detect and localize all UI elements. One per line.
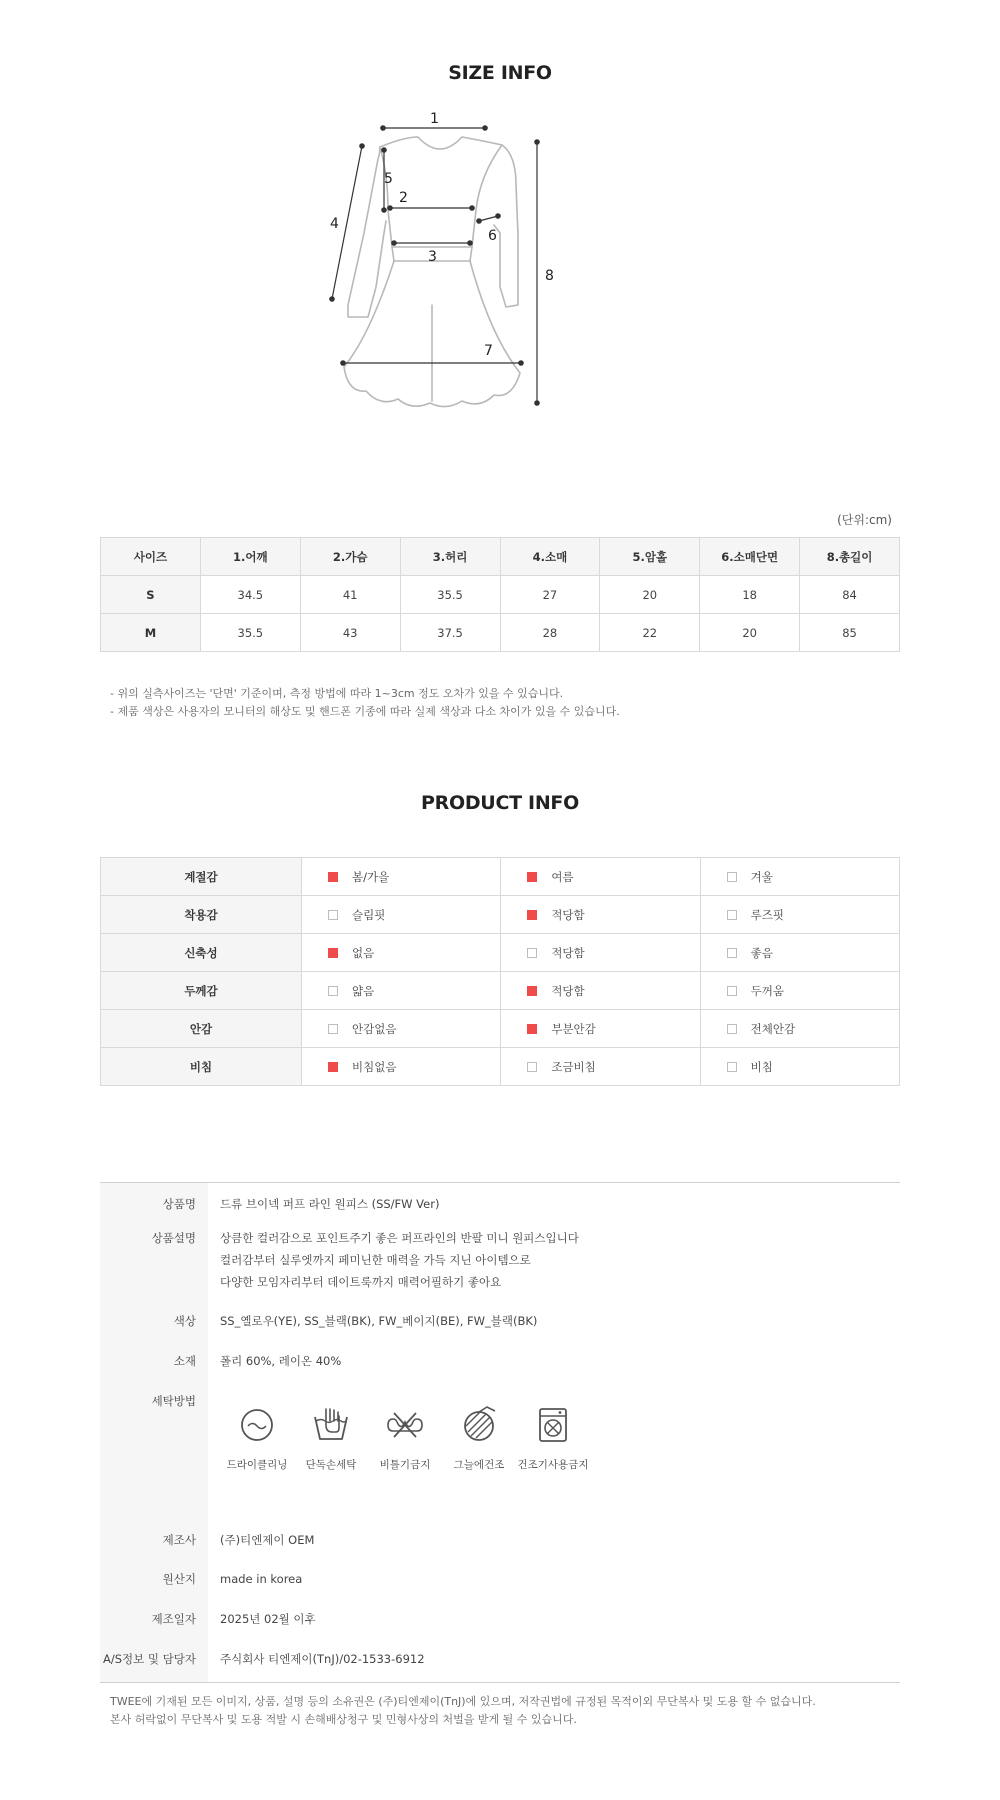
measure-label-1: 1: [430, 111, 439, 127]
checkbox-icon: [727, 986, 737, 996]
detail-label: 소재: [100, 1345, 208, 1385]
point-4b: [329, 296, 335, 302]
option-label: 적당함: [551, 907, 585, 922]
wash-icons: [220, 1403, 900, 1472]
point-2a: [387, 205, 393, 211]
size-cell: S: [101, 576, 201, 614]
wash-item: [368, 1405, 442, 1472]
point-4a: [359, 143, 365, 149]
point-8b: [534, 400, 540, 406]
detail-label: 원산지: [100, 1563, 208, 1603]
checkbox-icon: [727, 910, 737, 920]
wash-label: 비틀기금지: [379, 1459, 431, 1471]
description-line: 컬러감부터 실루엣까지 페미닌한 매력을 가득 지닌 아이템으로: [220, 1253, 531, 1267]
product-row-sheerness: [101, 1048, 900, 1086]
option-cell: [700, 858, 899, 896]
option-cell: [302, 896, 501, 934]
point-8a: [534, 139, 540, 145]
checkbox-icon: [727, 1024, 737, 1034]
table-cell: 41: [300, 576, 400, 614]
option-cell: [302, 858, 501, 896]
size-notes: [110, 685, 620, 721]
origin-value: made in korea: [220, 1572, 303, 1586]
detail-row-material: [100, 1345, 900, 1385]
checkbox-icon: [527, 1062, 537, 1072]
header-chest: 2.가슴: [300, 538, 400, 576]
detail-row-description: [100, 1223, 900, 1305]
copyright-line: TWEE에 기재된 모든 이미지, 상품, 설명 등의 소유권은 (주)티엔제이(TnJ)에 있으며, 저작권법에 규정된 목적이외 무단복사 및 도용 할 수 없습니다.: [110, 1695, 816, 1708]
option-cell: [501, 1010, 700, 1048]
date-value: 2025년 02월 이후: [220, 1612, 316, 1626]
header-total-length: 8.총길이: [800, 538, 900, 576]
point-5b: [381, 207, 387, 213]
detail-value: [208, 1183, 900, 1223]
row-label: 비침: [101, 1048, 302, 1086]
size-note: - 위의 실측사이즈는 '단면' 기준이며, 측정 방법에 따라 1~3cm 정도 오차가 있을 수 있습니다.: [110, 687, 564, 700]
option-cell: [302, 1048, 501, 1086]
detail-value: [208, 1563, 900, 1603]
option-label: 안감없음: [352, 1021, 397, 1036]
checkbox-icon: [328, 1062, 338, 1072]
option-cell: [302, 972, 501, 1010]
wash-label: 드라이클리닝: [226, 1459, 288, 1471]
point-3a: [391, 240, 397, 246]
option-label: 봄/가을: [352, 869, 390, 884]
table-cell: 84: [800, 576, 900, 614]
dry-cleaning-icon: [237, 1405, 277, 1445]
option-label: 얇음: [352, 983, 375, 998]
point-2b: [469, 205, 475, 211]
copyright-line: 본사 허락없이 무단복사 및 도용 적발 시 손해배상청구 및 민형사상의 처벌을 받게 될 수 있습니다.: [110, 1713, 577, 1726]
table-cell: 35.5: [400, 576, 500, 614]
checkbox-icon: [527, 872, 537, 882]
table-cell: 20: [600, 576, 700, 614]
detail-value: [208, 1345, 900, 1385]
option-cell: [501, 858, 700, 896]
option-label: 비침없음: [352, 1059, 397, 1074]
product-row-thickness: [101, 972, 900, 1010]
point-1a: [380, 125, 386, 131]
detail-label: 제조일자: [100, 1603, 208, 1643]
detail-row-washing: [100, 1385, 900, 1523]
table-cell: 22: [600, 614, 700, 652]
point-6a: [476, 218, 482, 224]
option-cell: [302, 934, 501, 972]
row-label: 두께감: [101, 972, 302, 1010]
table-cell: 28: [500, 614, 600, 652]
measure-label-6: 6: [488, 228, 497, 244]
row-label: 안감: [101, 1010, 302, 1048]
wash-label: 건조기사용금지: [517, 1459, 589, 1471]
dress-measurement-diagram: [330, 111, 660, 475]
detail-row-origin: [100, 1563, 900, 1603]
option-cell: [501, 1048, 700, 1086]
measure-label-4: 4: [330, 216, 339, 232]
size-info-title: SIZE INFO: [448, 62, 552, 84]
point-3b: [467, 240, 473, 246]
checkbox-icon: [527, 948, 537, 958]
option-label: 겨울: [750, 869, 773, 884]
table-cell: 20: [700, 614, 800, 652]
option-cell: [700, 896, 899, 934]
checkbox-icon: [328, 986, 338, 996]
detail-row-as: [100, 1643, 900, 1682]
row-label: 착용감: [101, 896, 302, 934]
checkbox-icon: [328, 872, 338, 882]
point-6b: [495, 213, 501, 219]
option-label: 비침: [750, 1059, 773, 1074]
header-sleeve-width: 6.소매단면: [700, 538, 800, 576]
detail-row-color: [100, 1305, 900, 1345]
detail-label: A/S정보 및 담당자: [100, 1643, 208, 1682]
checkbox-icon: [328, 1024, 338, 1034]
product-row-stretch: [101, 934, 900, 972]
product-info-title: PRODUCT INFO: [421, 792, 579, 814]
option-cell: [700, 972, 899, 1010]
no-wring-icon: [385, 1405, 425, 1445]
detail-label: 제조사: [100, 1523, 208, 1563]
option-cell: [700, 1010, 899, 1048]
table-cell: 43: [300, 614, 400, 652]
detail-label: 색상: [100, 1305, 208, 1345]
checkbox-icon: [328, 948, 338, 958]
measure-label-7: 7: [484, 343, 493, 359]
option-label: 전체안감: [750, 1021, 796, 1036]
option-label: 루즈핏: [750, 907, 784, 922]
measure-label-3: 3: [428, 249, 437, 265]
option-cell: [501, 972, 700, 1010]
color-value: SS_옐로우(YE), SS_블랙(BK), FW_베이지(BE), FW_블랙(BK): [220, 1314, 538, 1328]
checkbox-icon: [727, 1062, 737, 1072]
header-waist: 3.허리: [400, 538, 500, 576]
material-value: 폴리 60%, 레이온 40%: [220, 1354, 342, 1368]
product-detail-table: [100, 1182, 900, 1683]
header-armhole: 5.암홀: [600, 538, 700, 576]
table-cell: 85: [800, 614, 900, 652]
size-table: [100, 537, 900, 652]
detail-label: 상품설명: [100, 1223, 208, 1305]
table-row: [101, 576, 900, 614]
option-cell: [700, 934, 899, 972]
description-line: 다양한 모임자리부터 데이트룩까지 매력어필하기 좋아요: [220, 1275, 502, 1289]
table-cell: 37.5: [400, 614, 500, 652]
point-5a: [381, 147, 387, 153]
hand-wash-icon: [311, 1405, 351, 1445]
checkbox-icon: [527, 1024, 537, 1034]
wash-label: 단독손세탁: [305, 1459, 357, 1471]
point-7a: [340, 360, 346, 366]
detail-value: [208, 1643, 900, 1682]
option-cell: [501, 896, 700, 934]
point-1b: [482, 125, 488, 131]
copyright-notice: [110, 1693, 816, 1729]
detail-value: [208, 1223, 900, 1305]
description-line: 상큼한 컬러감으로 포인트주기 좋은 퍼프라인의 반팔 미니 원피스입니다: [220, 1231, 579, 1245]
maker-value: (주)티엔제이 OEM: [220, 1533, 315, 1547]
detail-row-maker: [100, 1523, 900, 1563]
table-row: [101, 614, 900, 652]
unit-label: (단위:cm): [837, 513, 892, 527]
shade-dry-icon: [459, 1405, 499, 1445]
checkbox-icon: [527, 986, 537, 996]
product-row-season: [101, 858, 900, 896]
product-row-lining: [101, 1010, 900, 1048]
option-label: 적당함: [551, 945, 585, 960]
header-sleeve: 4.소매: [500, 538, 600, 576]
wash-item: [220, 1405, 294, 1472]
table-cell: 35.5: [200, 614, 300, 652]
detail-row-name: [100, 1183, 900, 1223]
point-7b: [518, 360, 524, 366]
row-label: 신축성: [101, 934, 302, 972]
detail-row-date: [100, 1603, 900, 1643]
option-label: 두꺼움: [750, 983, 784, 998]
measure-label-2: 2: [399, 190, 408, 206]
detail-label: 세탁방법: [100, 1385, 208, 1523]
checkbox-icon: [727, 948, 737, 958]
wash-label: 그늘에건조: [453, 1459, 505, 1471]
row-label: 계절감: [101, 858, 302, 896]
size-note: - 제품 색상은 사용자의 모니터의 해상도 및 핸드폰 기종에 따라 실제 색상과 다소 차이가 있을 수 있습니다.: [110, 705, 620, 718]
option-label: 여름: [551, 869, 574, 884]
detail-value: [208, 1385, 900, 1523]
measure-label-5: 5: [384, 171, 393, 187]
size-table-header: [101, 538, 900, 576]
option-label: 슬림핏: [352, 907, 386, 922]
option-label: 조금비침: [551, 1059, 596, 1074]
detail-value: [208, 1523, 900, 1563]
table-cell: 34.5: [200, 576, 300, 614]
measure-label-8: 8: [545, 268, 554, 284]
detail-label: 상품명: [100, 1183, 208, 1223]
product-info-table: [100, 857, 900, 1086]
checkbox-icon: [527, 910, 537, 920]
checkbox-icon: [328, 910, 338, 920]
header-size: 사이즈: [101, 538, 201, 576]
table-cell: 27: [500, 576, 600, 614]
no-tumble-dry-icon: [533, 1405, 573, 1445]
option-cell: [700, 1048, 899, 1086]
wash-item: [294, 1405, 368, 1472]
option-cell: [501, 934, 700, 972]
wash-item: [516, 1405, 590, 1472]
wash-item: [442, 1405, 516, 1472]
size-cell: M: [101, 614, 201, 652]
option-label: 없음: [352, 945, 375, 960]
detail-value: [208, 1305, 900, 1345]
checkbox-icon: [727, 872, 737, 882]
table-cell: 18: [700, 576, 800, 614]
option-label: 좋음: [750, 945, 773, 960]
option-label: 부분안감: [551, 1021, 596, 1036]
product-name: 드류 브이넥 퍼프 라인 원피스 (SS/FW Ver): [220, 1197, 440, 1211]
option-cell: [302, 1010, 501, 1048]
detail-value: [208, 1603, 900, 1643]
as-value: 주식회사 티엔제이(TnJ)/02-1533-6912: [220, 1652, 425, 1666]
product-row-fit: [101, 896, 900, 934]
option-label: 적당함: [551, 983, 585, 998]
header-shoulder: 1.어깨: [200, 538, 300, 576]
